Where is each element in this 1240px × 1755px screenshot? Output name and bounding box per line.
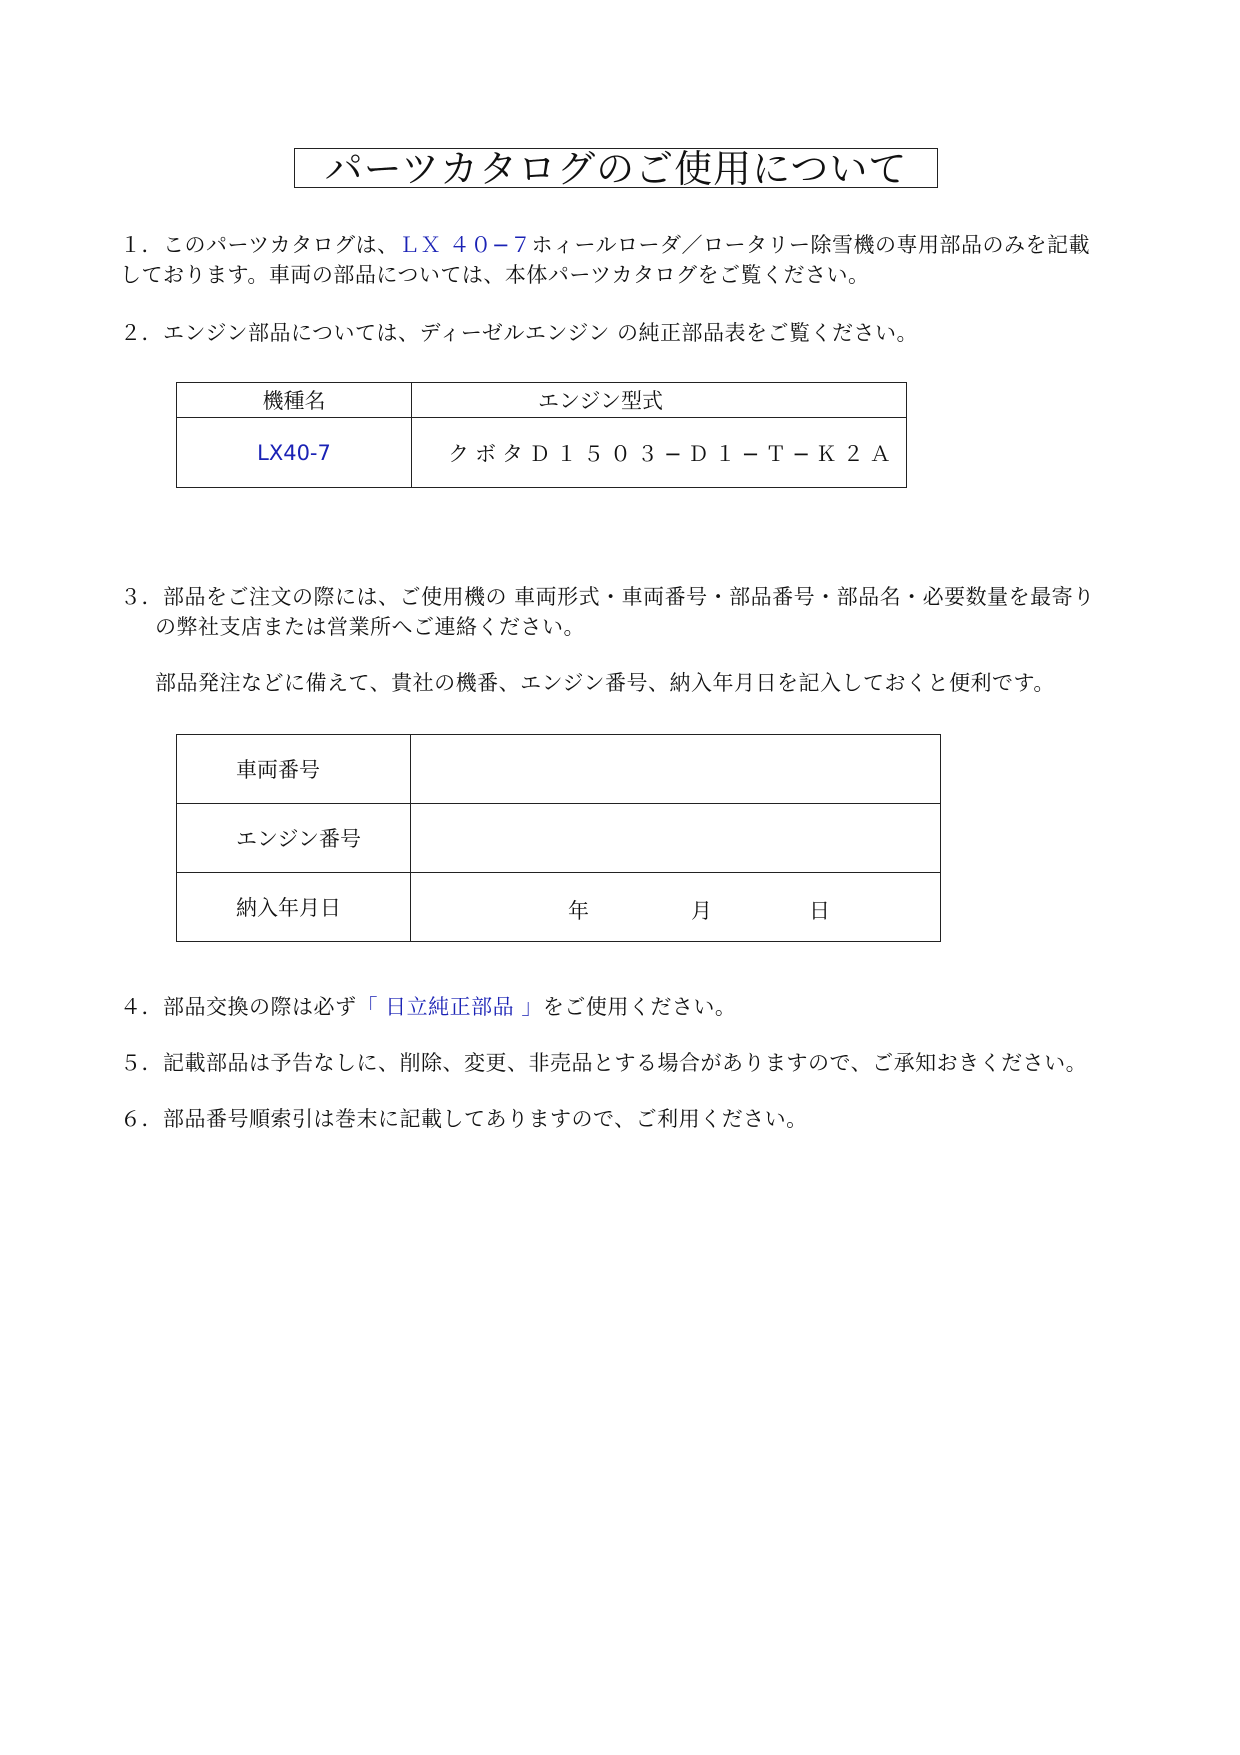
vehicle-number-field [411, 735, 941, 804]
item-5: ５．記載部品は予告なしに、削除、変更、非売品とする場合がありますので、ご承知おきください。 [120, 1051, 1088, 1075]
record-row-date [177, 873, 941, 942]
vehicle-number-label: 車両番号 [177, 735, 411, 804]
item-1-line-1 [120, 230, 1090, 260]
record-table [176, 734, 941, 942]
item-6: ６．部品番号順索引は巻末に記載してありますので、ご利用ください。 [120, 1107, 808, 1131]
record-row-vehicle [177, 735, 941, 804]
item-2: ２．エンジン部品については、ディーゼルエンジン の純正部品表をご覧ください。 [120, 321, 919, 345]
item-3-line-2: の弊社支店または営業所へご連絡ください。 [155, 615, 585, 639]
engine-table-row [177, 418, 907, 488]
delivery-date-field [411, 873, 941, 942]
month-label: 月 [691, 899, 712, 923]
item-4-genuine-parts: 「 日立純正部品 」 [356, 995, 543, 1019]
item-1-text-a: １．このパーツカタログは、 [120, 233, 399, 257]
page-title: パーツカタログのご使用について [294, 148, 938, 188]
model-value: LX40-7 [177, 418, 412, 488]
engine-table-header [177, 383, 907, 418]
item-3-line-1: ３．部品をご注文の際には、ご使用機の 車両形式・車両番号・部品番号・部品名・必要数量を最寄り [120, 585, 1095, 609]
header-engine-type: エンジン型式 [412, 383, 907, 418]
item-1-model: ＬＸ ４０−７ [398, 233, 532, 257]
delivery-date-label: 納入年月日 [177, 873, 411, 942]
item-4 [120, 992, 736, 1022]
year-label: 年 [568, 899, 589, 923]
engine-table [176, 382, 907, 488]
item-1-line-2: しております。車両の部品については、本体パーツカタログをご覧ください。 [120, 263, 870, 287]
item-1-text-b: ホィールローダ／ロータリー除雪機の専用部品のみを記載 [531, 233, 1091, 257]
item-3-note: 部品発注などに備えて、貴社の機番、エンジン番号、納入年月日を記入しておくと便利です。 [155, 671, 1055, 695]
item-4-text-c: をご使用ください。 [542, 995, 737, 1019]
header-model: 機種名 [177, 383, 412, 418]
engine-number-field [411, 804, 941, 873]
engine-number-label: エンジン番号 [177, 804, 411, 873]
record-row-engine [177, 804, 941, 873]
day-label: 日 [809, 899, 830, 923]
item-4-text-a: ４．部品交換の際は必ず [120, 995, 357, 1019]
engine-value: クボタＤ１５０３−Ｄ１−Ｔ−Ｋ２Ａ [412, 418, 907, 488]
